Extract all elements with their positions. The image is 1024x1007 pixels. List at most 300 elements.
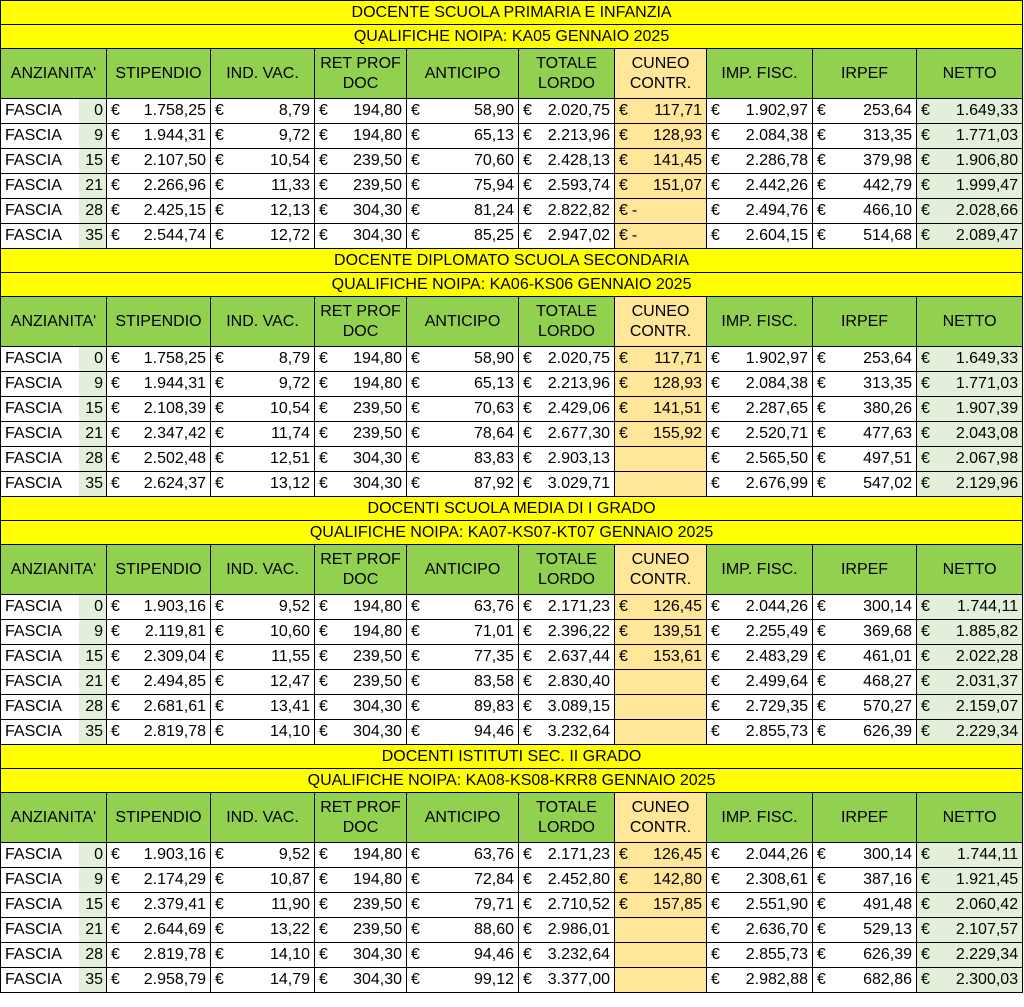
currency-symbol: € [817, 846, 826, 863]
currency-symbol: € [619, 152, 628, 169]
header-ind-vac: IND. VAC. [211, 545, 315, 595]
imp-fisc-cell-value: 2.982,88 [745, 971, 808, 988]
currency-symbol: € [711, 846, 720, 863]
ind-vac-cell-value: 14,10 [269, 946, 310, 963]
irpef-cell-value: 570,27 [863, 698, 912, 715]
cuneo-cell-value: 139,51 [653, 623, 702, 640]
currency-symbol: € [817, 871, 826, 888]
irpef-cell-value: 468,27 [863, 673, 912, 690]
currency-symbol: € [711, 227, 720, 244]
years-value: 0 [79, 99, 107, 124]
irpef-cell [813, 372, 917, 397]
totale-lordo-cell-value: 2.986,01 [547, 921, 610, 938]
fascia-label: FASCIA [1, 968, 79, 993]
anticipo-cell-value: 77,35 [473, 648, 514, 665]
stipendio-cell [107, 447, 211, 472]
column-header-row [1, 793, 1023, 843]
years-value: 21 [79, 918, 107, 943]
currency-symbol: € [817, 623, 826, 640]
currency-symbol: € [411, 475, 420, 492]
years-value: 21 [79, 670, 107, 695]
anticipo-cell-value: 63,76 [473, 598, 514, 615]
currency-symbol: € [111, 846, 120, 863]
netto-cell [917, 174, 1023, 199]
imp-fisc-cell [707, 422, 813, 447]
header-ind-vac: IND. VAC. [211, 297, 315, 347]
header-irpef: IRPEF [813, 49, 917, 99]
years-value: 9 [79, 868, 107, 893]
header-totale-lordo: TOTALE LORDO [519, 545, 615, 595]
currency-symbol: € [111, 946, 120, 963]
currency-symbol: € [111, 698, 120, 715]
currency-symbol: € [319, 177, 328, 194]
cuneo-cell [615, 124, 707, 149]
stipendio-cell-value: 2.425,15 [143, 202, 206, 219]
imp-fisc-cell-value: 2.442,26 [745, 177, 808, 194]
irpef-cell [813, 843, 917, 868]
stipendio-cell-value: 1.944,31 [143, 375, 206, 392]
netto-cell-value: 1.771,03 [955, 375, 1019, 392]
currency-symbol: € [319, 846, 328, 863]
totale-lordo-cell [519, 645, 615, 670]
stipendio-cell [107, 124, 211, 149]
fascia-label: FASCIA [1, 397, 79, 422]
irpef-cell-value: 682,86 [863, 971, 912, 988]
stipendio-cell [107, 199, 211, 224]
irpef-cell [813, 645, 917, 670]
irpef-cell-value: 313,35 [863, 375, 912, 392]
currency-symbol: € [921, 102, 930, 119]
currency-symbol: € [319, 127, 328, 144]
anticipo-cell [407, 893, 519, 918]
ret-prof-cell-value: 194,80 [353, 350, 402, 367]
currency-symbol: € [111, 177, 120, 194]
imp-fisc-cell [707, 943, 813, 968]
fascia-label: FASCIA [1, 472, 79, 497]
ind-vac-cell [211, 720, 315, 745]
currency-symbol: € [817, 921, 826, 938]
currency-symbol: € [319, 375, 328, 392]
currency-symbol: € [411, 698, 420, 715]
years-value: 35 [79, 224, 107, 249]
years-value: 9 [79, 124, 107, 149]
currency-symbol: € [215, 400, 224, 417]
currency-symbol: € [921, 598, 930, 615]
imp-fisc-cell-value: 2.855,73 [745, 946, 808, 963]
anticipo-cell [407, 620, 519, 645]
currency-symbol: € [111, 450, 120, 467]
currency-symbol: € [817, 350, 826, 367]
stipendio-cell-value: 2.174,29 [143, 871, 206, 888]
netto-cell-value: 1.999,47 [955, 177, 1019, 194]
imp-fisc-cell [707, 99, 813, 124]
cuneo-cell [615, 372, 707, 397]
netto-cell [917, 620, 1023, 645]
netto-cell [917, 843, 1023, 868]
table-row [1, 174, 1023, 199]
irpef-cell-value: 491,48 [863, 896, 912, 913]
stipendio-cell [107, 968, 211, 993]
anticipo-cell [407, 868, 519, 893]
anticipo-cell [407, 843, 519, 868]
currency-symbol: € [817, 896, 826, 913]
totale-lordo-cell [519, 843, 615, 868]
ind-vac-cell [211, 174, 315, 199]
header-ret-prof-doc: RET PROF DOC [315, 793, 407, 843]
ret-prof-cell [315, 670, 407, 695]
anticipo-cell-value: 78,64 [473, 425, 514, 442]
irpef-cell [813, 224, 917, 249]
currency-symbol: € [711, 152, 720, 169]
cuneo-cell [615, 670, 707, 695]
cuneo-cell [615, 595, 707, 620]
currency-symbol: € [411, 971, 420, 988]
totale-lordo-cell-value: 2.171,23 [547, 846, 610, 863]
currency-symbol: € [111, 921, 120, 938]
stipendio-cell [107, 372, 211, 397]
ret-prof-cell-value: 239,50 [353, 896, 402, 913]
header-ret-prof-doc: RET PROF DOC [315, 297, 407, 347]
irpef-cell-value: 380,26 [863, 400, 912, 417]
anticipo-cell [407, 174, 519, 199]
years-value: 21 [79, 174, 107, 199]
table-row [1, 447, 1023, 472]
netto-cell [917, 397, 1023, 422]
currency-symbol: € [711, 723, 720, 740]
irpef-cell-value: 379,98 [863, 152, 912, 169]
currency-symbol: € [523, 921, 532, 938]
stipendio-cell [107, 695, 211, 720]
header-irpef: IRPEF [813, 297, 917, 347]
ind-vac-cell-value: 12,72 [269, 227, 310, 244]
irpef-cell-value: 300,14 [863, 598, 912, 615]
netto-cell-value: 1.771,03 [955, 127, 1019, 144]
currency-symbol: € [921, 971, 930, 988]
currency-symbol: € [711, 698, 720, 715]
cuneo-cell-value: 157,85 [653, 896, 702, 913]
stipendio-cell [107, 397, 211, 422]
netto-cell-value: 1.907,39 [955, 400, 1019, 417]
fascia-label: FASCIA [1, 843, 79, 868]
totale-lordo-cell-value: 2.947,02 [547, 227, 610, 244]
imp-fisc-cell [707, 645, 813, 670]
currency-symbol: € [619, 400, 628, 417]
cuneo-cell [615, 918, 707, 943]
currency-symbol: € [215, 698, 224, 715]
currency-symbol: € [523, 896, 532, 913]
ret-prof-cell-value: 304,30 [353, 450, 402, 467]
anticipo-cell-value: 83,83 [473, 450, 514, 467]
table-row [1, 843, 1023, 868]
irpef-cell [813, 943, 917, 968]
cuneo-cell [615, 620, 707, 645]
irpef-cell-value: 461,01 [863, 648, 912, 665]
ind-vac-cell-value: 9,72 [278, 127, 310, 144]
currency-symbol: € [215, 921, 224, 938]
currency-symbol: € [921, 127, 930, 144]
header-anzianita: ANZIANITA' [1, 297, 107, 347]
currency-symbol: € [111, 871, 120, 888]
currency-symbol: € [111, 648, 120, 665]
currency-symbol: € [711, 102, 720, 119]
imp-fisc-cell [707, 124, 813, 149]
totale-lordo-cell-value: 3.377,00 [547, 971, 610, 988]
currency-symbol: € [711, 177, 720, 194]
anticipo-cell-value: 63,76 [473, 846, 514, 863]
table-row [1, 595, 1023, 620]
header-imp-fisc: IMP. FISC. [707, 545, 813, 595]
ret-prof-cell-value: 194,80 [353, 127, 402, 144]
header-stipendio: STIPENDIO [107, 545, 211, 595]
stipendio-cell-value: 1.758,25 [143, 102, 206, 119]
table-row [1, 124, 1023, 149]
currency-symbol: € [523, 350, 532, 367]
currency-symbol: € [619, 846, 628, 863]
currency-symbol: € [523, 475, 532, 492]
totale-lordo-cell [519, 670, 615, 695]
stipendio-cell [107, 472, 211, 497]
totale-lordo-cell-value: 2.429,06 [547, 400, 610, 417]
currency-symbol: € [619, 177, 628, 194]
currency-symbol: € [319, 971, 328, 988]
irpef-cell [813, 595, 917, 620]
imp-fisc-cell-value: 2.255,49 [745, 623, 808, 640]
ind-vac-cell [211, 372, 315, 397]
currency-symbol: € [921, 202, 930, 219]
stipendio-cell-value: 2.681,61 [143, 698, 206, 715]
table-row [1, 893, 1023, 918]
irpef-cell [813, 199, 917, 224]
stipendio-cell [107, 670, 211, 695]
table-row [1, 99, 1023, 124]
currency-symbol: € [921, 375, 930, 392]
imp-fisc-cell [707, 149, 813, 174]
ret-prof-cell-value: 239,50 [353, 673, 402, 690]
anticipo-cell [407, 149, 519, 174]
stipendio-cell [107, 174, 211, 199]
netto-cell [917, 149, 1023, 174]
ret-prof-cell-value: 194,80 [353, 871, 402, 888]
ret-prof-cell [315, 447, 407, 472]
anticipo-cell-value: 94,46 [473, 946, 514, 963]
imp-fisc-cell [707, 472, 813, 497]
netto-cell [917, 447, 1023, 472]
currency-symbol: € [319, 921, 328, 938]
stipendio-cell [107, 224, 211, 249]
currency-symbol: € [921, 896, 930, 913]
totale-lordo-cell-value: 3.232,64 [547, 946, 610, 963]
currency-symbol: € [619, 350, 628, 367]
years-value: 35 [79, 968, 107, 993]
header-ret-prof-doc: RET PROF DOC [315, 49, 407, 99]
netto-cell [917, 645, 1023, 670]
cuneo-cell [615, 843, 707, 868]
anticipo-cell-value: 87,92 [473, 475, 514, 492]
imp-fisc-cell-value: 2.286,78 [745, 152, 808, 169]
ret-prof-cell-value: 239,50 [353, 648, 402, 665]
currency-symbol: € [111, 896, 120, 913]
anticipo-cell-value: 70,63 [473, 400, 514, 417]
totale-lordo-cell [519, 968, 615, 993]
stipendio-cell-value: 2.379,41 [143, 896, 206, 913]
years-value: 0 [79, 595, 107, 620]
imp-fisc-cell [707, 720, 813, 745]
currency-symbol: € [215, 102, 224, 119]
fascia-label: FASCIA [1, 149, 79, 174]
ret-prof-cell [315, 397, 407, 422]
cuneo-cell-value: 117,71 [654, 350, 702, 367]
stipendio-cell-value: 2.819,78 [143, 723, 206, 740]
ret-prof-cell [315, 99, 407, 124]
ind-vac-cell [211, 943, 315, 968]
ret-prof-cell-value: 304,30 [353, 971, 402, 988]
ind-vac-cell [211, 472, 315, 497]
currency-symbol: € [921, 673, 930, 690]
currency-symbol: € [817, 152, 826, 169]
stipendio-cell-value: 2.309,04 [143, 648, 206, 665]
currency-symbol: € [111, 202, 120, 219]
currency-symbol: € [215, 152, 224, 169]
ind-vac-cell [211, 645, 315, 670]
section-title: DOCENTI ISTITUTI SEC. II GRADO [1, 745, 1023, 769]
table-row [1, 372, 1023, 397]
currency-symbol: € [619, 102, 628, 119]
ind-vac-cell-value: 9,52 [278, 846, 310, 863]
currency-symbol: € [319, 648, 328, 665]
anticipo-cell [407, 595, 519, 620]
fascia-label: FASCIA [1, 422, 79, 447]
ind-vac-cell [211, 397, 315, 422]
ret-prof-cell [315, 893, 407, 918]
currency-symbol: € [411, 871, 420, 888]
ind-vac-cell [211, 968, 315, 993]
cuneo-cell-value: 153,61 [653, 648, 702, 665]
currency-symbol: € [111, 971, 120, 988]
imp-fisc-cell-value: 2.483,29 [745, 648, 808, 665]
ind-vac-cell-value: 11,33 [271, 177, 310, 194]
currency-symbol: € [411, 846, 420, 863]
imp-fisc-cell [707, 893, 813, 918]
ret-prof-cell-value: 304,30 [353, 698, 402, 715]
currency-symbol: € [921, 450, 930, 467]
imp-fisc-cell [707, 620, 813, 645]
anticipo-cell-value: 88,60 [473, 921, 514, 938]
anticipo-cell [407, 670, 519, 695]
netto-cell [917, 199, 1023, 224]
netto-cell-value: 2.028,66 [955, 202, 1019, 219]
section-title-row [1, 745, 1023, 769]
cuneo-cell [615, 347, 707, 372]
totale-lordo-cell-value: 2.637,44 [547, 648, 610, 665]
imp-fisc-cell-value: 2.499,64 [745, 673, 808, 690]
anticipo-cell [407, 695, 519, 720]
imp-fisc-cell-value: 2.084,38 [745, 127, 808, 144]
anticipo-cell [407, 397, 519, 422]
currency-symbol: € [111, 152, 120, 169]
header-irpef: IRPEF [813, 545, 917, 595]
currency-symbol: € [523, 400, 532, 417]
header-anzianita: ANZIANITA' [1, 49, 107, 99]
stipendio-cell [107, 595, 211, 620]
cuneo-cell-value: - [631, 227, 638, 244]
currency-symbol: € [817, 127, 826, 144]
currency-symbol: € [523, 102, 532, 119]
fascia-label: FASCIA [1, 695, 79, 720]
currency-symbol: € [817, 227, 826, 244]
irpef-cell [813, 422, 917, 447]
ret-prof-cell [315, 843, 407, 868]
irpef-cell-value: 514,68 [863, 227, 912, 244]
currency-symbol: € [817, 102, 826, 119]
anticipo-cell [407, 645, 519, 670]
anticipo-cell-value: 71,01 [473, 623, 514, 640]
ret-prof-cell [315, 695, 407, 720]
currency-symbol: € [619, 623, 628, 640]
ind-vac-cell-value: 13,41 [269, 698, 310, 715]
totale-lordo-cell [519, 620, 615, 645]
header-stipendio: STIPENDIO [107, 297, 211, 347]
currency-symbol: € [215, 177, 224, 194]
currency-symbol: € [921, 425, 930, 442]
imp-fisc-cell-value: 2.287,65 [745, 400, 808, 417]
currency-symbol: € [523, 227, 532, 244]
stipendio-cell-value: 2.107,50 [143, 152, 206, 169]
currency-symbol: € [711, 673, 720, 690]
currency-symbol: € [921, 177, 930, 194]
irpef-cell-value: 497,51 [863, 450, 912, 467]
anticipo-cell-value: 85,25 [473, 227, 514, 244]
stipendio-cell-value: 1.903,16 [143, 846, 206, 863]
cuneo-cell [615, 149, 707, 174]
currency-symbol: € [215, 375, 224, 392]
ind-vac-cell [211, 695, 315, 720]
currency-symbol: € [215, 673, 224, 690]
anticipo-cell [407, 918, 519, 943]
anticipo-cell [407, 720, 519, 745]
currency-symbol: € [711, 598, 720, 615]
irpef-cell [813, 918, 917, 943]
ret-prof-cell [315, 149, 407, 174]
anticipo-cell-value: 89,83 [473, 698, 514, 715]
fascia-label: FASCIA [1, 347, 79, 372]
header-stipendio: STIPENDIO [107, 49, 211, 99]
years-value: 0 [79, 347, 107, 372]
ret-prof-cell [315, 422, 407, 447]
currency-symbol: € [523, 623, 532, 640]
cuneo-cell [615, 968, 707, 993]
fascia-label: FASCIA [1, 720, 79, 745]
cuneo-cell [615, 943, 707, 968]
header-anzianita: ANZIANITA' [1, 793, 107, 843]
cuneo-cell [615, 174, 707, 199]
anticipo-cell [407, 422, 519, 447]
header-stipendio: STIPENDIO [107, 793, 211, 843]
irpef-cell [813, 968, 917, 993]
irpef-cell-value: 253,64 [863, 102, 912, 119]
section-title-row [1, 497, 1023, 521]
ret-prof-cell [315, 224, 407, 249]
totale-lordo-cell [519, 695, 615, 720]
netto-cell [917, 595, 1023, 620]
currency-symbol: € [411, 227, 420, 244]
currency-symbol: € [319, 400, 328, 417]
netto-cell-value: 2.089,47 [955, 227, 1019, 244]
years-value: 35 [79, 472, 107, 497]
ret-prof-cell [315, 868, 407, 893]
currency-symbol: € [111, 723, 120, 740]
years-value: 28 [79, 447, 107, 472]
netto-cell-value: 2.107,57 [955, 921, 1019, 938]
